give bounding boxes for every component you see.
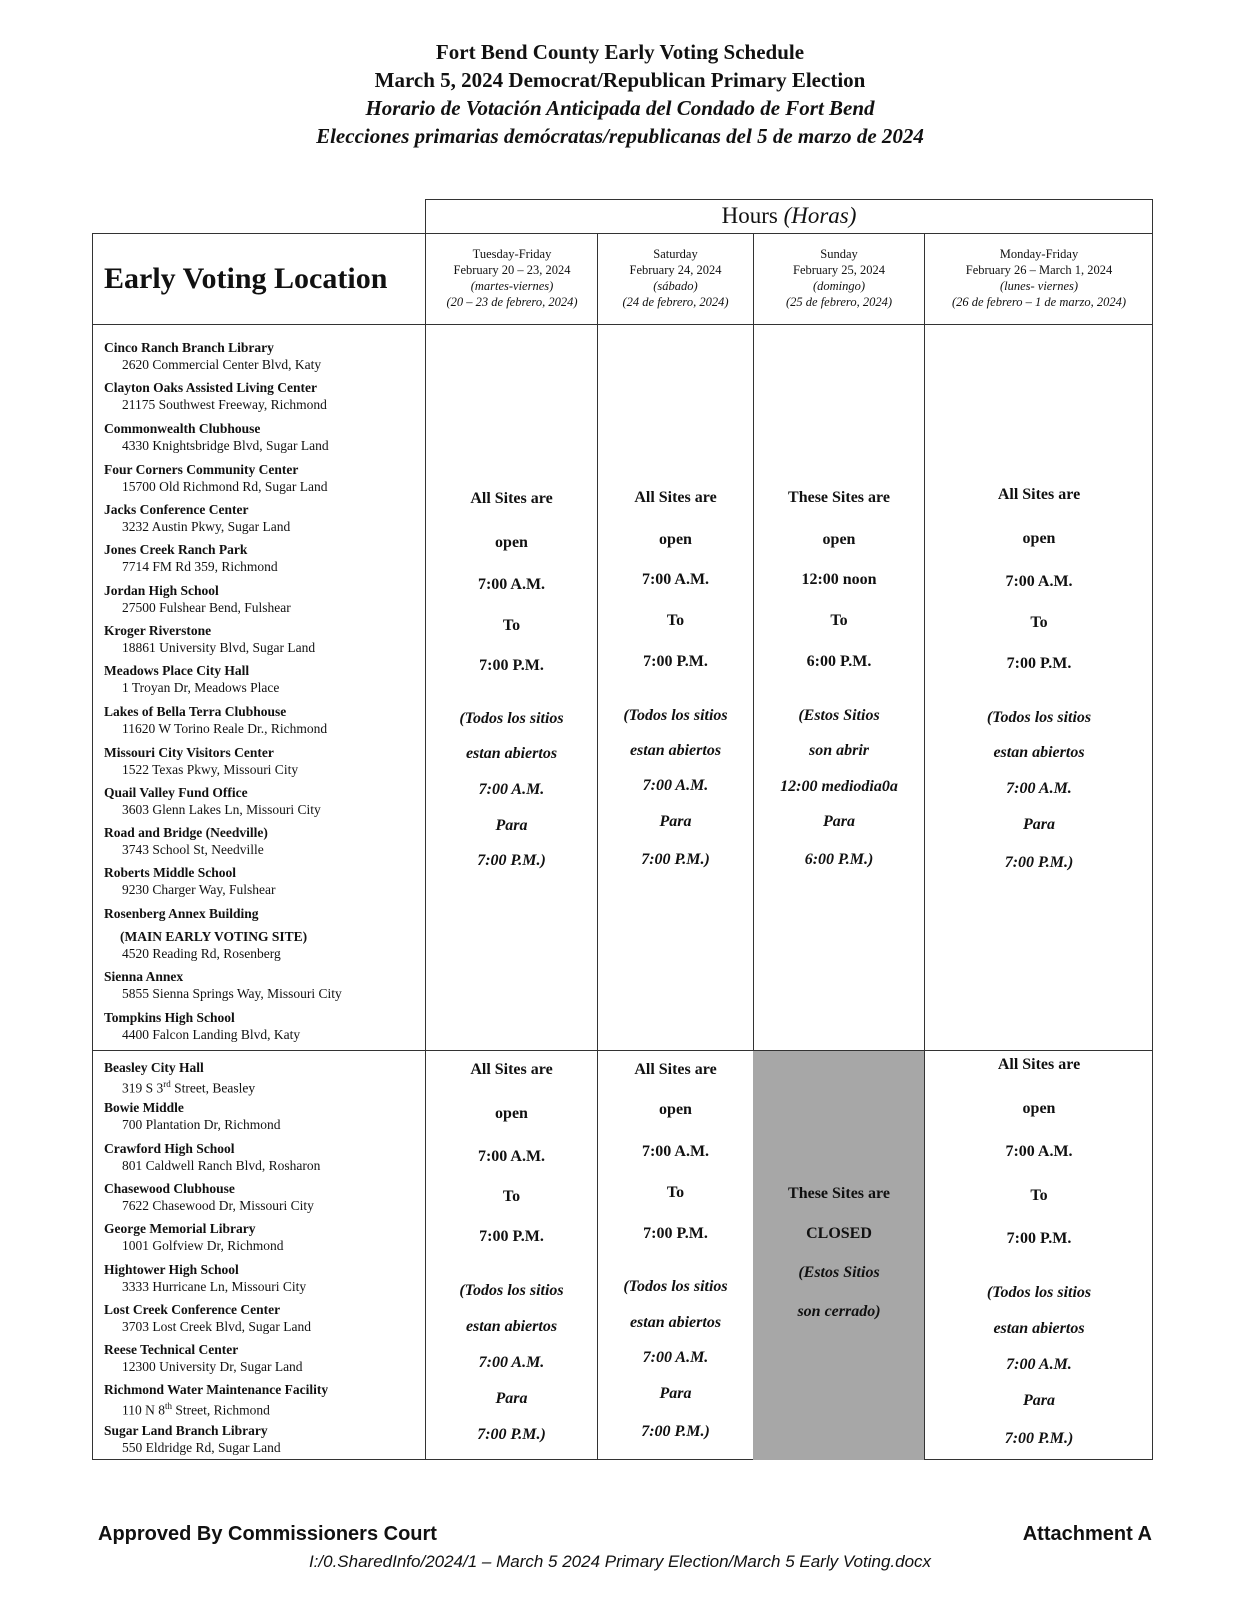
cell-line: 7:00 P.M. <box>1006 1230 1072 1247</box>
location-address: 27500 Fulshear Bend, Fulshear <box>122 600 291 615</box>
cell-line-es: 7:00 P.M.) <box>641 851 710 868</box>
cell-line-es: 7:00 P.M.) <box>641 1423 710 1440</box>
hours-cell-tue-fri <box>426 490 597 870</box>
document-title <box>0 38 1240 150</box>
cell-line: To <box>1030 614 1048 631</box>
location-address: 3603 Glenn Lakes Ln, Missouri City <box>122 802 321 817</box>
col-day: Saturday <box>653 247 698 261</box>
location-name: Rosenberg Annex Building <box>104 906 259 921</box>
col-day-es: (sábado) <box>653 279 698 293</box>
cell-line: All Sites are <box>997 486 1081 503</box>
location-item <box>104 744 298 778</box>
location-name: Meadows Place City Hall <box>104 663 250 678</box>
location-item <box>104 1220 283 1254</box>
location-name: Roberts Middle School <box>104 865 237 880</box>
hours-cell-sunday-closed <box>754 1185 924 1321</box>
location-address: 110 N 8th Street, Richmond <box>122 1401 270 1418</box>
location-address: 11620 W Torino Reale Dr., Richmond <box>122 721 328 736</box>
hours-cell-saturday <box>598 489 753 869</box>
cell-line-es: estan abiertos <box>465 745 558 762</box>
location-name: Chasewood Clubhouse <box>104 1181 235 1196</box>
cell-line-es: estan abiertos <box>465 1318 558 1335</box>
col-dates: February 24, 2024 <box>629 263 722 277</box>
col-day: Sunday <box>820 247 858 261</box>
location-name: Commonwealth Clubhouse <box>104 421 261 436</box>
location-name: Lakes of Bella Terra Clubhouse <box>104 704 287 719</box>
location-address: 4520 Reading Rd, Rosenberg <box>122 946 281 961</box>
col-dates-es: (24 de febrero, 2024) <box>622 295 729 309</box>
location-address: 1001 Golfview Dr, Richmond <box>122 1238 284 1253</box>
cell-line-es: 7:00 A.M. <box>478 1354 545 1371</box>
col-dates: February 25, 2024 <box>793 263 885 277</box>
cell-line-es: 7:00 P.M.) <box>1004 1430 1074 1447</box>
cell-line: 7:00 A.M. <box>477 1148 546 1165</box>
cell-line-es: estan abiertos <box>993 1320 1085 1337</box>
location-item <box>104 1261 306 1295</box>
location-name: Lost Creek Conference Center <box>104 1302 281 1317</box>
cell-line-es: 7:00 A.M. <box>642 1349 709 1366</box>
cell-line-es: (Estos Sitios <box>798 707 880 724</box>
cell-line-es: (Todos los sitios <box>459 1282 564 1299</box>
location-item <box>104 662 279 696</box>
title-line-2: March 5, 2024 Democrat/Republican Primary Election <box>374 68 866 92</box>
location-item-main-site <box>104 905 307 962</box>
cell-line-es: Para <box>659 813 692 830</box>
location-item <box>104 824 268 858</box>
cell-line-es: estan abiertos <box>993 744 1085 761</box>
cell-line-es: 7:00 P.M.) <box>477 1426 546 1443</box>
cell-line: 7:00 P.M. <box>643 1225 708 1242</box>
cell-line: 7:00 A.M. <box>1005 573 1073 590</box>
location-address: 7714 FM Rd 359, Richmond <box>122 559 278 574</box>
location-item <box>104 1059 255 1097</box>
col-dates: February 26 – March 1, 2024 <box>965 263 1113 277</box>
cell-line: All Sites are <box>997 1056 1081 1073</box>
location-address: 4330 Knightsbridge Blvd, Sugar Land <box>122 438 329 453</box>
cell-line: 7:00 P.M. <box>479 1228 544 1245</box>
location-name: Jones Creek Ranch Park <box>104 542 248 557</box>
location-name: Tompkins High School <box>104 1010 235 1025</box>
location-item <box>104 420 329 454</box>
location-address: 1 Troyan Dr, Meadows Place <box>122 680 280 695</box>
location-name: Reese Technical Center <box>104 1342 239 1357</box>
location-item <box>104 582 291 616</box>
cell-line-es: (Todos los sitios <box>459 710 564 727</box>
location-address: 3232 Austin Pkwy, Sugar Land <box>122 519 291 534</box>
location-address: 21175 Southwest Freeway, Richmond <box>122 397 327 412</box>
location-address: 12300 University Dr, Sugar Land <box>122 1359 303 1374</box>
cell-line-es: Para <box>495 817 528 834</box>
location-address: 4400 Falcon Landing Blvd, Katy <box>122 1027 301 1042</box>
location-item <box>104 379 327 413</box>
location-item <box>104 1099 280 1133</box>
col-dates: February 20 – 23, 2024 <box>453 263 571 277</box>
location-name: Missouri City Visitors Center <box>104 745 274 760</box>
cell-line-es: estan abiertos <box>629 1314 722 1331</box>
location-address: 7622 Chasewood Dr, Missouri City <box>122 1198 314 1213</box>
location-item <box>104 461 328 495</box>
cell-line: open <box>659 1101 692 1118</box>
title-line-3: Horario de Votación Anticipada del Condado de Fort Bend <box>365 96 875 120</box>
column-header-sunday <box>755 246 923 310</box>
cell-line: These Sites are <box>788 489 890 506</box>
cell-line: 7:00 P.M. <box>479 657 544 674</box>
cell-line: To <box>1030 1187 1048 1204</box>
cell-line: 7:00 A.M. <box>641 571 710 588</box>
location-address: 9230 Charger Way, Fulshear <box>122 882 276 897</box>
location-address: 1522 Texas Pkwy, Missouri City <box>122 762 299 777</box>
title-line-1: Fort Bend County Early Voting Schedule <box>435 40 805 64</box>
cell-line: To <box>502 1188 521 1205</box>
file-path: I:/0.SharedInfo/2024/1 – March 5 2024 Primary Election/March 5 Early Voting.docx <box>308 1552 932 1571</box>
location-name: Beasley City Hall <box>104 1060 204 1075</box>
cell-line-es: 7:00 P.M.) <box>477 852 546 869</box>
location-address: 550 Eldridge Rd, Sugar Land <box>122 1440 281 1455</box>
location-name: Cinco Ranch Branch Library <box>104 340 274 355</box>
cell-line: 6:00 P.M. <box>806 653 872 670</box>
main-site-label: (MAIN EARLY VOTING SITE) <box>120 929 308 944</box>
location-name: Sugar Land Branch Library <box>104 1423 268 1438</box>
cell-line: open <box>495 1105 528 1122</box>
cell-line-es: (Todos los sitios <box>986 1284 1092 1301</box>
location-item <box>104 703 327 737</box>
location-item <box>104 501 290 535</box>
cell-line-es: Para <box>659 1385 692 1402</box>
cell-line-es: Para <box>1023 816 1055 833</box>
cell-line: All Sites are <box>634 1061 717 1078</box>
col-dates-es: (26 de febrero – 1 de marzo, 2024) <box>951 295 1127 309</box>
location-item <box>104 541 278 575</box>
location-item <box>104 864 276 898</box>
header-divider <box>92 324 1153 325</box>
location-address: 2620 Commercial Center Blvd, Katy <box>122 357 322 372</box>
cell-line: open <box>1022 1100 1056 1117</box>
cell-line: open <box>659 531 692 548</box>
hours-cell-sunday <box>754 489 924 869</box>
cell-line: open <box>822 531 856 548</box>
cell-line-es: estan abiertos <box>629 742 722 759</box>
cell-line: To <box>502 617 521 634</box>
col-day-es: (domingo) <box>812 279 866 293</box>
location-name: Jordan High School <box>104 583 219 598</box>
cell-line: To <box>666 612 685 629</box>
col-day-es: (lunes- viernes) <box>999 279 1079 293</box>
cell-line: 7:00 A.M. <box>1005 1143 1073 1160</box>
location-name: Jacks Conference Center <box>104 502 249 517</box>
location-name: Kroger Riverstone <box>104 623 212 638</box>
location-item <box>104 1009 300 1043</box>
col-dates-es: (20 – 23 de febrero, 2024) <box>446 295 578 309</box>
location-address: 3333 Hurricane Ln, Missouri City <box>122 1279 307 1294</box>
cell-line-es: 7:00 A.M. <box>642 777 709 794</box>
location-item <box>104 1180 314 1214</box>
location-address: 319 S 3rd Street, Beasley <box>122 1079 256 1096</box>
location-column-header: Early Voting Location <box>104 262 388 295</box>
cell-line-es: (Todos los sitios <box>986 709 1092 726</box>
location-item <box>104 1341 303 1375</box>
cell-line: open <box>1022 530 1056 547</box>
cell-line: open <box>495 534 528 551</box>
hours-label-es: (Horas) <box>783 203 857 228</box>
cell-line-es: son abrir <box>808 742 870 759</box>
cell-line-es: (Estos Sitios <box>798 1264 880 1281</box>
hours-cell-mon-fri-group2 <box>925 1056 1153 1448</box>
location-item <box>104 1381 328 1419</box>
hours-cell-saturday-group2 <box>598 1061 753 1441</box>
title-line-4: Elecciones primarias demócratas/republicanas del 5 de marzo de 2024 <box>316 124 924 148</box>
cell-line-es: (Todos los sitios <box>623 1278 728 1295</box>
cell-line: 7:00 P.M. <box>1006 655 1072 672</box>
cell-line: 7:00 P.M. <box>643 653 708 670</box>
location-item <box>104 339 321 373</box>
cell-line: These Sites are <box>788 1185 890 1202</box>
cell-line: 7:00 A.M. <box>477 576 546 593</box>
cell-line-es: (Todos los sitios <box>623 707 728 724</box>
location-name: Four Corners Community Center <box>104 462 299 477</box>
location-address: 15700 Old Richmond Rd, Sugar Land <box>122 479 328 494</box>
approved-by-label: Approved By Commissioners Court <box>98 1523 437 1545</box>
location-name: Crawford High School <box>104 1141 235 1156</box>
hours-label: Hours <box>721 203 778 228</box>
cell-line: All Sites are <box>470 490 553 507</box>
col-day-es: (martes-viernes) <box>470 279 554 293</box>
col-day: Tuesday-Friday <box>472 247 552 261</box>
cell-line: To <box>830 612 848 629</box>
cell-line-es: 6:00 P.M.) <box>804 851 874 868</box>
location-item <box>104 968 342 1002</box>
cell-line: 12:00 noon <box>801 571 877 588</box>
location-name: Quail Valley Fund Office <box>104 785 248 800</box>
cell-line-es: 7:00 P.M.) <box>1004 854 1074 871</box>
cell-line: To <box>666 1184 685 1201</box>
cell-line-es: 7:00 A.M. <box>1006 780 1072 797</box>
location-address: 5855 Sienna Springs Way, Missouri City <box>122 986 342 1001</box>
location-item <box>104 784 321 818</box>
cell-line: CLOSED <box>806 1225 872 1242</box>
location-address: 801 Caldwell Ranch Blvd, Rosharon <box>122 1158 321 1173</box>
cell-line-es: Para <box>495 1390 528 1407</box>
hours-header <box>425 199 1153 233</box>
cell-line-es: 7:00 A.M. <box>478 781 545 798</box>
location-name: Hightower High School <box>104 1262 239 1277</box>
cell-line-es: son cerrado) <box>797 1303 881 1320</box>
location-name: Road and Bridge (Needville) <box>104 825 268 840</box>
column-header-mon-fri <box>926 246 1152 310</box>
column-header-saturday <box>599 246 752 310</box>
cell-line: 7:00 A.M. <box>641 1143 710 1160</box>
location-address: 3743 School St, Needville <box>122 842 264 857</box>
column-header-tue-fri <box>428 246 596 310</box>
col-day: Monday-Friday <box>999 247 1079 261</box>
location-item <box>104 1422 281 1456</box>
group-divider <box>92 1050 1153 1051</box>
location-address: 3703 Lost Creek Blvd, Sugar Land <box>122 1319 311 1334</box>
hours-cell-tue-fri-group2 <box>426 1061 597 1444</box>
location-item <box>104 1301 311 1335</box>
location-name: George Memorial Library <box>104 1221 256 1236</box>
cell-line-es: 12:00 mediodia0a <box>780 778 898 795</box>
location-address: 18861 University Blvd, Sugar Land <box>122 640 316 655</box>
location-name: Sienna Annex <box>104 969 184 984</box>
location-name: Bowie Middle <box>104 1100 184 1115</box>
cell-line: All Sites are <box>470 1061 553 1078</box>
cell-line-es: Para <box>823 813 855 830</box>
col-dates-es: (25 de febrero, 2024) <box>786 295 892 309</box>
location-name: Richmond Water Maintenance Facility <box>104 1382 329 1397</box>
attachment-label: Attachment A <box>1022 1523 1152 1545</box>
location-name: Clayton Oaks Assisted Living Center <box>104 380 318 395</box>
location-item <box>104 622 315 656</box>
hours-cell-mon-fri <box>925 486 1153 872</box>
cell-line: All Sites are <box>634 489 717 506</box>
cell-line-es: 7:00 A.M. <box>1006 1356 1072 1373</box>
cell-line-es: Para <box>1023 1392 1055 1409</box>
location-address: 700 Plantation Dr, Richmond <box>122 1117 281 1132</box>
location-item <box>104 1140 320 1174</box>
